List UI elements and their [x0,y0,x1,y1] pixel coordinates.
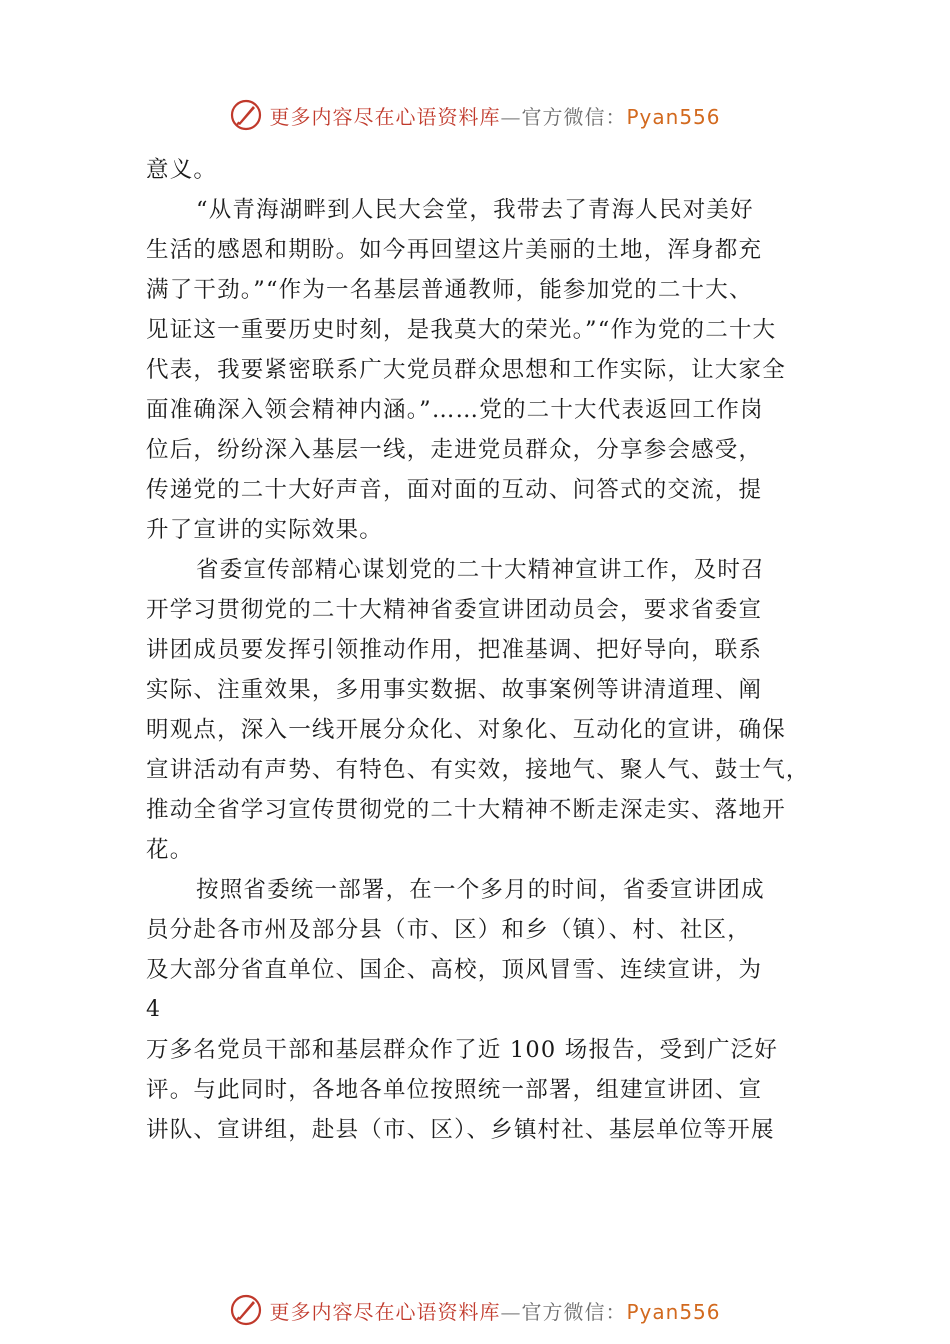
header-watermark [0,95,950,135]
text-line: 明观点，深入一线开展分众化、对象化、互动化的宣讲，确保 [146,717,786,743]
text-line: 位后，纷纷深入基层一线，走进党员群众，分享参会感受， [146,437,763,463]
text-line: 生活的感恩和期盼。如今再回望这片美丽的土地，浑身都充 [146,237,763,263]
quill-logo-icon [229,1293,263,1327]
watermark-wechat-label: 官方微信： [521,1299,627,1324]
footer-watermark [0,1290,950,1330]
text-line: 意义。 [146,157,218,183]
watermark-text [269,1296,720,1325]
text-line: “从青海湖畔到人民大会堂，我带去了青海人民对美好 [196,197,754,223]
text-line: 实际、注重效果，多用事实数据、故事案例等讲清道理、阐 [146,677,763,703]
text-line: 按照省委统一部署，在一个多月的时间，省委宣讲团成 [196,877,765,903]
watermark-wechat-id: Pyan556 [626,1299,721,1324]
text-line: 讲团成员要发挥引领推动作用，把准基调、把好导向，联系 [146,637,763,663]
body-paragraphs-continued [146,1030,846,1150]
text-line: 宣讲活动有声势、有特色、有实效，接地气、聚人气、鼓士气， [146,757,810,783]
watermark-brand: 更多内容尽在心语资料库 [269,104,501,129]
watermark-separator: — [500,104,522,129]
watermark-wechat-id: Pyan556 [626,104,721,129]
watermark-text [269,101,720,130]
text-line: 传递党的二十大好声音，面对面的互动、问答式的交流，提 [146,477,763,503]
watermark-brand: 更多内容尽在心语资料库 [269,1299,501,1324]
text-line: 花。 [146,837,194,863]
page-number: 4 [146,997,160,1022]
text-line: 见证这一重要历史时刻，是我莫大的荣光。”“作为党的二十大 [146,317,777,343]
text-line: 及大部分省直单位、国企、高校，顶风冒雪、连续宣讲，为 [146,957,763,983]
text-line: 推动全省学习宣传贯彻党的二十大精神不断走深走实、落地开 [146,797,786,823]
text-line: 讲队、宣讲组，赴县（市、区）、乡镇村社、基层单位等开展 [146,1117,775,1143]
text-line: 万多名党员干部和基层群众作了近 100 场报告，受到广泛好 [146,1037,779,1063]
text-line: 代表，我要紧密联系广大党员群众思想和工作实际，让大家全 [146,357,786,383]
quill-logo-icon [229,98,263,132]
text-line: 评。与此同时，各地各单位按照统一部署，组建宣讲团、宣 [146,1077,763,1103]
watermark-separator: — [500,1299,522,1324]
text-line: 面准确深入领会精神内涵。”……党的二十大代表返回工作岗 [146,397,764,423]
watermark-wechat-label: 官方微信： [521,104,627,129]
document-body [146,150,846,1150]
text-line: 升了宣讲的实际效果。 [146,517,384,543]
text-line: 满了干劲。”“作为一名基层普通教师，能参加党的二十大、 [146,277,753,303]
text-line: 开学习贯彻党的二十大精神省委宣讲团动员会，要求省委宣 [146,597,763,623]
body-paragraphs [146,150,846,990]
text-line: 员分赴各市州及部分县（市、区）和乡（镇）、村、社区， [146,917,751,943]
text-line: 省委宣传部精心谋划党的二十大精神宣讲工作，及时召 [196,557,765,583]
